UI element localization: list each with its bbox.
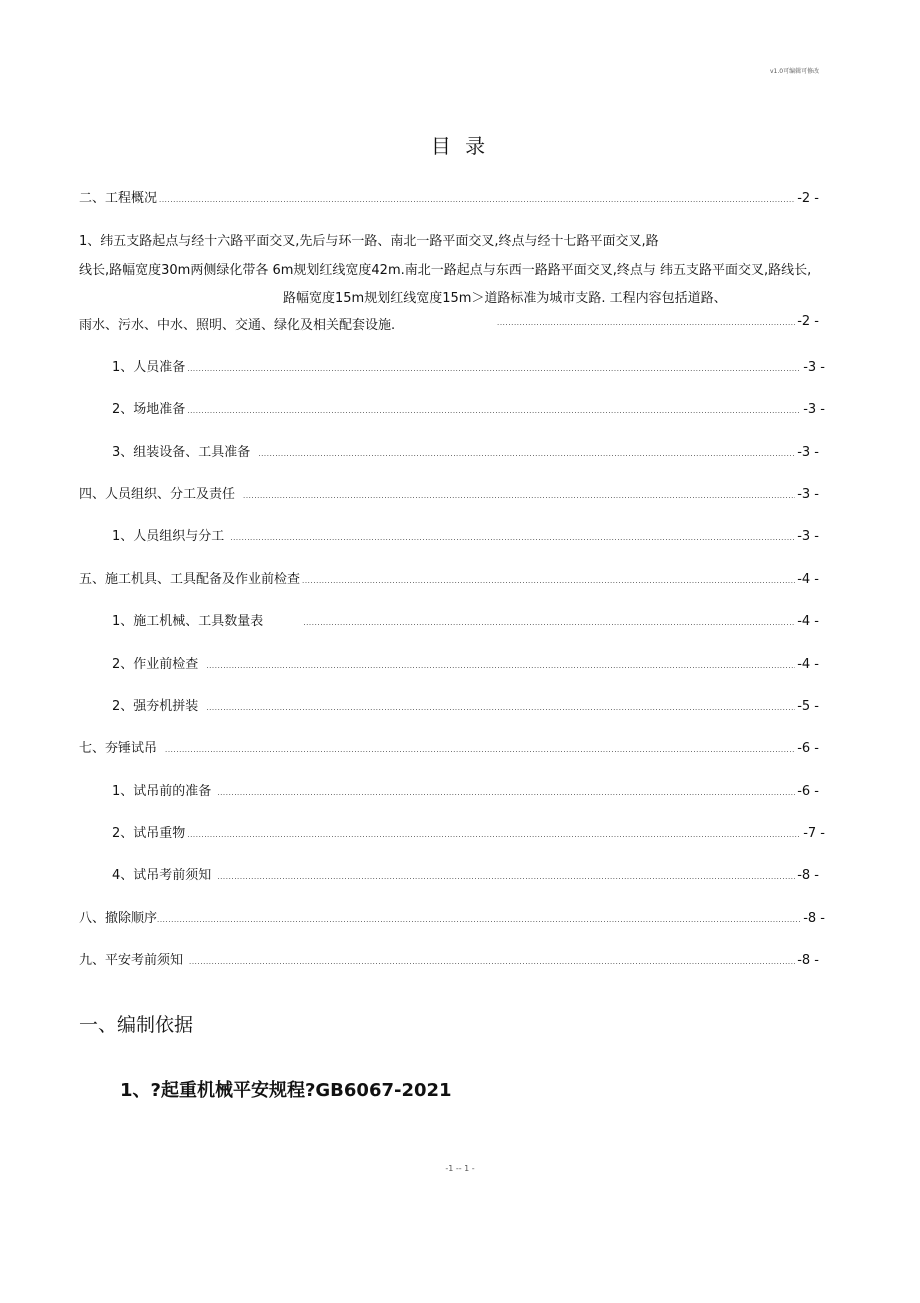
toc-leader-dots [187, 365, 801, 373]
toc-entry-label: 2、作业前检查 [112, 657, 199, 672]
toc-title: 目 录 [430, 134, 490, 158]
toc-leader-dots [187, 831, 801, 839]
toc-entry-page: -3 - [803, 402, 825, 417]
toc-entry-label: 1、施工机械、工具数量表 [112, 614, 264, 629]
toc-leader-dots [302, 577, 795, 585]
page-number: -1 -- 1 - [445, 1164, 475, 1173]
toc-leader-dots [243, 492, 795, 500]
overview-line-3: 路幅宽度15m规划红线宽度15m＞道路标准为城市支路. 工程内容包括道路、 [283, 291, 727, 306]
toc-entry[interactable] [112, 780, 819, 800]
toc-entry[interactable] [79, 187, 819, 207]
toc-entry-page: -8 - [797, 868, 819, 883]
toc-entry-label: 二、工程概况 [79, 191, 158, 206]
toc-entry[interactable] [112, 398, 825, 418]
toc-leader-dots [159, 196, 795, 204]
toc-entry-label: 2、强夯机拼装 [112, 699, 199, 714]
toc-entry[interactable] [79, 949, 819, 969]
toc-entry[interactable] [79, 737, 819, 757]
toc-entry-page: -2 - [797, 191, 819, 206]
toc-entry[interactable] [112, 695, 819, 715]
toc-entry-page: -8 - [803, 911, 825, 926]
toc-entry-page: -8 - [797, 953, 819, 968]
toc-entry-label: 四、人员组织、分工及责任 [79, 487, 236, 502]
toc-entry-page: -2 - [797, 314, 819, 329]
toc-entry-label: 2、场地准备 [112, 402, 186, 417]
overview-line-1: 1、纬五支路起点与经十六路平面交叉,先后与环一路、南北一路平面交叉,终点与经十七路平面交叉,路 [79, 234, 659, 249]
toc-entry-label: 2、试吊重物 [112, 826, 186, 841]
toc-entry-page: -7 - [803, 826, 825, 841]
toc-leader-dots [230, 534, 795, 542]
toc-leader-dots [303, 619, 795, 627]
toc-leader-dots [217, 873, 795, 881]
toc-entry-label: 1、人员准备 [112, 360, 186, 375]
toc-entry-label: 九、平安考前须知 [79, 953, 184, 968]
toc-entry-page: -6 - [797, 741, 819, 756]
toc-entry[interactable] [495, 314, 819, 334]
toc-leader-dots [189, 958, 795, 966]
toc-leader-dots [206, 662, 795, 670]
toc-entry[interactable] [112, 356, 825, 376]
toc-entry[interactable] [112, 653, 819, 673]
toc-entry-page: -4 - [797, 614, 819, 629]
overview-line-4: 雨水、污水、中水、照明、交通、绿化及相关配套设施. [79, 318, 396, 333]
toc-entry-page: -4 - [797, 572, 819, 587]
overview-line-2: 线长,路幅宽度30m两侧绿化带各 6m规划红线宽度42m.南北一路起点与东西一路路平面交叉,终点与 纬五支路平面交叉,路线长, [79, 263, 812, 278]
toc-entry-label: 4、试吊考前须知 [112, 868, 212, 883]
toc-entry-page: -3 - [797, 529, 819, 544]
toc-entry-label: 1、人员组织与分工 [112, 529, 225, 544]
toc-entry-label: 3、组装设备、工具准备 [112, 445, 251, 460]
toc-leader-dots [165, 746, 795, 754]
toc-entry-label: 1、试吊前的准备 [112, 784, 212, 799]
toc-entry-page: -3 - [797, 445, 819, 460]
toc-leader-dots [497, 319, 795, 327]
toc-entry-label: 八、撤除顺序 [79, 911, 158, 926]
section-subheading: 1、?起重机械平安规程?GB6067-2021 [120, 1080, 452, 1101]
toc-entry[interactable] [112, 441, 819, 461]
section-heading: 一、编制依据 [79, 1014, 194, 1036]
toc-entry[interactable] [112, 525, 819, 545]
toc-entry-label: 五、施工机具、工具配备及作业前检查 [79, 572, 301, 587]
toc-entry-page: -3 - [803, 360, 825, 375]
toc-entry-label: 七、夯锤试吊 [79, 741, 158, 756]
toc-leader-dots [258, 450, 795, 458]
toc-entry[interactable] [79, 907, 825, 927]
toc-leader-dots [157, 916, 801, 924]
toc-entry[interactable] [112, 864, 819, 884]
toc-leader-dots [187, 407, 801, 415]
toc-entry[interactable] [112, 822, 825, 842]
toc-entry[interactable] [79, 568, 819, 588]
toc-entry-page: -5 - [797, 699, 819, 714]
version-note: v1.0可编辑可修改 [770, 68, 820, 75]
toc-entry[interactable] [112, 610, 819, 630]
toc-entry-page: -3 - [797, 487, 819, 502]
toc-entry[interactable] [79, 483, 819, 503]
toc-leader-dots [217, 789, 795, 797]
toc-entry-page: -6 - [797, 784, 819, 799]
toc-leader-dots [206, 704, 795, 712]
toc-entry-page: -4 - [797, 657, 819, 672]
